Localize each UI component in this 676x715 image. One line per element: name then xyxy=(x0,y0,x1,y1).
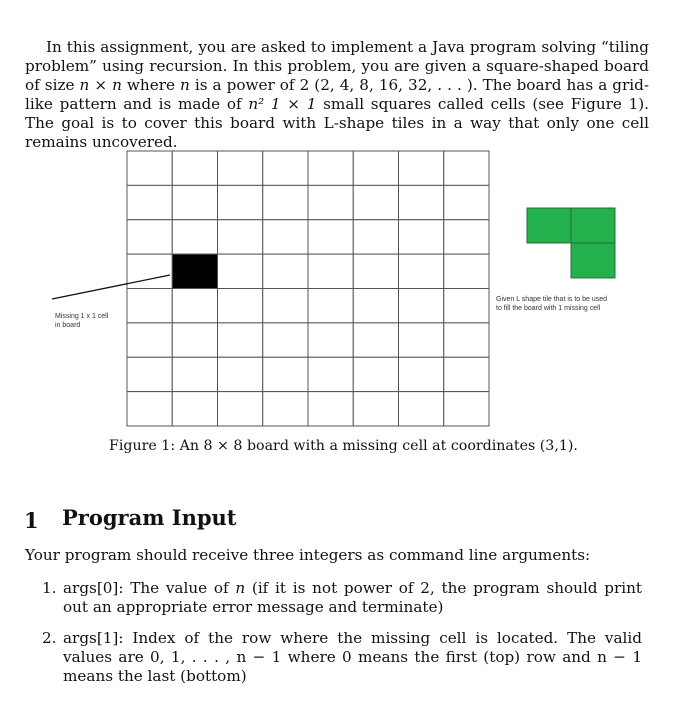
tile-label-line1: Given L shape tile that is to be used xyxy=(496,296,608,303)
board-cell xyxy=(308,151,353,185)
board-cell xyxy=(353,185,398,219)
tile-square xyxy=(571,243,615,278)
board-cell xyxy=(399,289,444,323)
list-item-args0 xyxy=(42,579,642,617)
board-cell xyxy=(218,185,263,219)
board-cell xyxy=(353,254,398,288)
cells-expr: n² 1 × 1 xyxy=(248,95,317,113)
missing-cell-label-line1: Missing 1 x 1 cell xyxy=(55,313,109,320)
list-text xyxy=(63,579,642,617)
board-grid xyxy=(127,151,489,426)
board-cell xyxy=(308,357,353,391)
board-cell xyxy=(263,289,308,323)
list-text-b: (if it is not power of 2, the program should print out an appropriate error message and terminate) xyxy=(63,579,642,616)
board-cell xyxy=(127,323,172,357)
tile-square xyxy=(527,208,571,243)
board-cell xyxy=(218,357,263,391)
section-number: 1 xyxy=(24,508,39,533)
board-cell xyxy=(444,323,489,357)
board-cell xyxy=(444,357,489,391)
board-cell xyxy=(263,220,308,254)
list-item-args1 xyxy=(42,629,642,686)
l-shape-tile xyxy=(527,208,615,278)
board-cell xyxy=(218,220,263,254)
board-cell xyxy=(127,220,172,254)
board-cell xyxy=(444,392,489,426)
board-cell xyxy=(172,185,217,219)
board-cell xyxy=(308,185,353,219)
section-intro: Your program should receive three integers as command line arguments: xyxy=(25,546,591,564)
missing-cell-label-line2: in board xyxy=(55,322,81,329)
tile-square xyxy=(571,208,615,243)
board-cell xyxy=(444,151,489,185)
board-cell xyxy=(308,254,353,288)
board-cell xyxy=(399,323,444,357)
list-number: 2. xyxy=(42,629,57,647)
board-cell xyxy=(263,323,308,357)
list-number: 1. xyxy=(42,579,57,597)
board-cell xyxy=(172,392,217,426)
board-cell xyxy=(399,185,444,219)
board-cell xyxy=(172,289,217,323)
board-cell xyxy=(399,392,444,426)
board-cell xyxy=(444,289,489,323)
board-cell xyxy=(127,392,172,426)
board-cell xyxy=(308,323,353,357)
n-variable: n xyxy=(180,76,190,94)
board-cell xyxy=(399,357,444,391)
board-cell xyxy=(399,151,444,185)
board-cell xyxy=(127,289,172,323)
board-cell xyxy=(444,220,489,254)
board-cell xyxy=(399,220,444,254)
board-size-expr: n × n xyxy=(79,76,122,94)
board-cell xyxy=(127,254,172,288)
intro-seg1: In this assignment, you are asked to implement a Java program solving “tiling problem” using recursion. In this problem, you are given a square-shaped board of size xyxy=(25,38,649,94)
board-cell xyxy=(218,151,263,185)
board-cell xyxy=(353,289,398,323)
board-cell xyxy=(353,357,398,391)
tile-label-line2: to fill the board with 1 missing cell xyxy=(496,305,601,312)
board-cell xyxy=(127,357,172,391)
board-cell xyxy=(263,151,308,185)
board-cell xyxy=(353,151,398,185)
board-cell xyxy=(218,289,263,323)
board-cell xyxy=(218,254,263,288)
board-cell xyxy=(353,323,398,357)
intro-seg2: where xyxy=(121,76,180,94)
board-cell xyxy=(308,220,353,254)
board-cell xyxy=(218,323,263,357)
board-cell xyxy=(127,185,172,219)
board-cell xyxy=(263,185,308,219)
board-cell xyxy=(172,151,217,185)
board-cell xyxy=(263,357,308,391)
section-title: Program Input xyxy=(62,505,237,530)
intro-seg3: is a power of 2 (2, 4, 8, 16, 32, . . . ). The board has a grid-like pattern and is made of xyxy=(25,76,649,113)
board-cell xyxy=(218,392,263,426)
board-cell xyxy=(444,254,489,288)
board-cell xyxy=(172,323,217,357)
list-text-a: args[0]: The value of xyxy=(63,579,236,597)
list-text: args[1]: Index of the row where the missing cell is located. The valid values are 0, 1, . . . , n − 1 where 0 means the first (top) row and n − 1 means the last (bottom) xyxy=(63,629,642,685)
board-cell xyxy=(353,392,398,426)
list-var-n: n xyxy=(235,579,246,597)
board-cell xyxy=(308,392,353,426)
missing-cell xyxy=(172,254,217,288)
board-cell xyxy=(263,392,308,426)
intro-seg4: small squares called cells (see Figure 1). The goal is to cover this board with L-shape tiles in a way that only one cell remains uncovered. xyxy=(25,95,649,151)
board-cell xyxy=(172,220,217,254)
board-cell xyxy=(353,220,398,254)
board-cell xyxy=(308,289,353,323)
board-cell xyxy=(263,254,308,288)
board-cell xyxy=(399,254,444,288)
figure-caption: Figure 1: An 8 × 8 board with a missing cell at coordinates (3,1). xyxy=(109,438,578,454)
board-cell xyxy=(127,151,172,185)
board-cell xyxy=(172,357,217,391)
board-cell xyxy=(444,185,489,219)
